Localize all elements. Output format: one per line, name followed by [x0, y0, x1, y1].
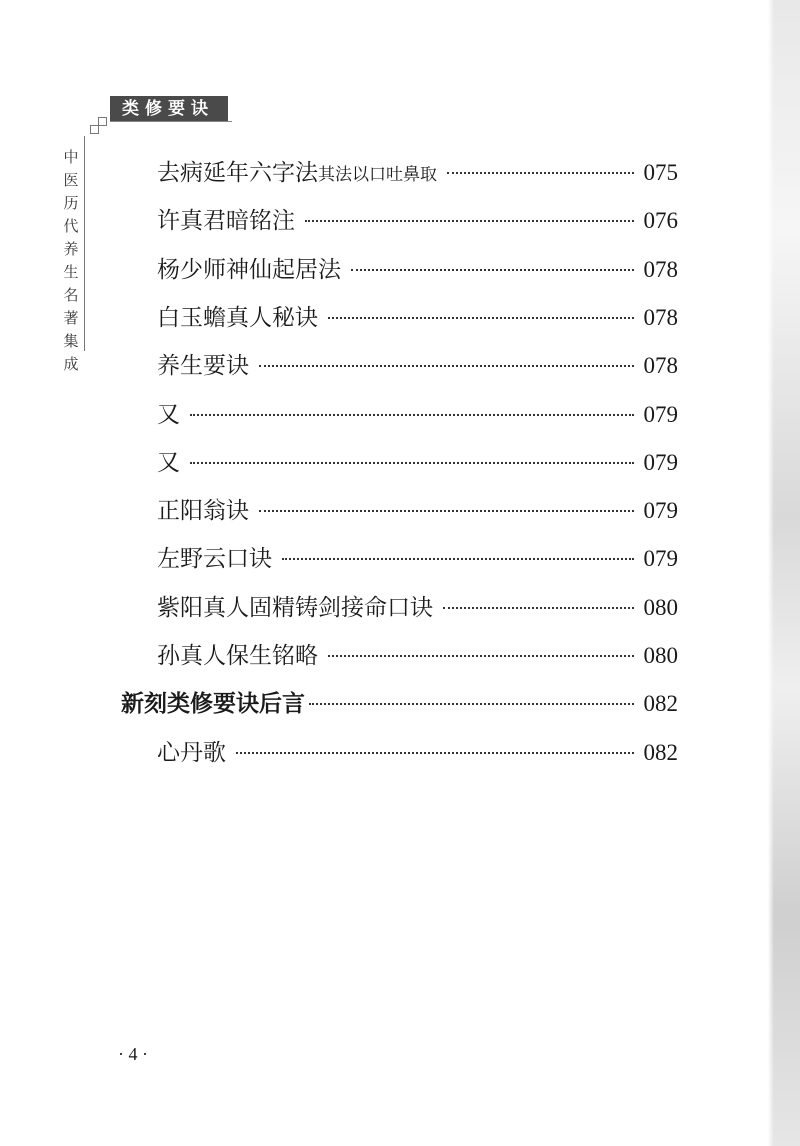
toc-entry	[157, 251, 678, 299]
header-rule	[110, 121, 232, 122]
toc-entry-title: 许真君暗铭注	[157, 208, 295, 235]
toc-entry-page: 080	[643, 594, 678, 620]
toc-entry	[157, 347, 678, 395]
toc-leader-dots	[447, 172, 634, 174]
toc-entry-page: 078	[643, 304, 678, 330]
toc-leader-dots	[259, 365, 634, 367]
toc-leader-dots	[282, 558, 634, 560]
toc-entry	[157, 589, 678, 637]
toc-leader-dots	[443, 607, 634, 609]
corner-ornament	[98, 117, 107, 126]
toc-entry-page: 080	[643, 643, 678, 668]
toc-leader-dots	[328, 317, 634, 319]
toc-entry-note: 其法以口吐鼻取	[318, 165, 437, 185]
toc-entry	[157, 540, 678, 588]
toc-entry-page: 075	[643, 160, 678, 185]
toc-entry-page: 076	[643, 208, 678, 234]
toc-entry	[157, 396, 678, 444]
section-title: 类修要诀	[110, 96, 228, 122]
toc-leader-dots	[190, 462, 634, 464]
toc-entry-title: 孙真人保生铭略	[157, 643, 318, 669]
page-number: · 4 ·	[118, 1044, 148, 1064]
toc-entry-title: 又	[157, 449, 180, 476]
toc-entry	[157, 202, 678, 250]
toc-entry-page: 082	[643, 691, 678, 717]
toc-leader-dots	[190, 414, 634, 416]
toc-entry-title: 左野云口诀	[157, 546, 272, 573]
toc-leader-dots	[309, 703, 634, 705]
toc-leader-dots	[351, 269, 634, 271]
toc-entry	[157, 299, 678, 347]
toc-entry-title: 心丹歌	[157, 739, 226, 766]
toc-entry-title: 紫阳真人固精铸剑接命口诀	[157, 594, 433, 621]
corner-ornament	[90, 125, 99, 134]
toc-leader-dots	[259, 510, 634, 512]
toc-entry-page: 079	[643, 498, 678, 524]
toc-entry-title: 新刻类修要诀后言	[121, 691, 305, 718]
toc-entry	[121, 685, 678, 733]
decorative-side-strip	[768, 0, 800, 1146]
toc-entry	[157, 637, 678, 685]
series-title: 中医历代养生名著集成	[63, 148, 79, 373]
toc-entry-page: 079	[643, 401, 678, 427]
toc-leader-dots	[328, 655, 634, 657]
toc-entry-title: 正阳翁诀	[157, 498, 249, 525]
toc-leader-dots	[236, 752, 634, 754]
toc-entry-title: 去病延年六字法	[157, 160, 318, 186]
toc-entry	[157, 444, 678, 492]
toc-entry-page: 079	[643, 449, 678, 475]
toc-entry-title: 杨少师神仙起居法	[157, 256, 341, 283]
toc-entry	[157, 154, 678, 202]
toc-entry-title: 白玉蟾真人秘诀	[157, 304, 318, 331]
toc-leader-dots	[305, 220, 634, 222]
toc-entry	[157, 734, 678, 782]
toc-entry-page: 079	[643, 546, 678, 572]
side-rule	[84, 136, 85, 351]
toc-entry-page: 082	[643, 739, 678, 765]
toc-entry-title: 又	[157, 401, 180, 428]
toc-entry	[157, 492, 678, 540]
toc-entry-page: 078	[643, 256, 678, 282]
toc-entry-title: 养生要诀	[157, 353, 249, 380]
toc-entry-page: 078	[643, 353, 678, 379]
